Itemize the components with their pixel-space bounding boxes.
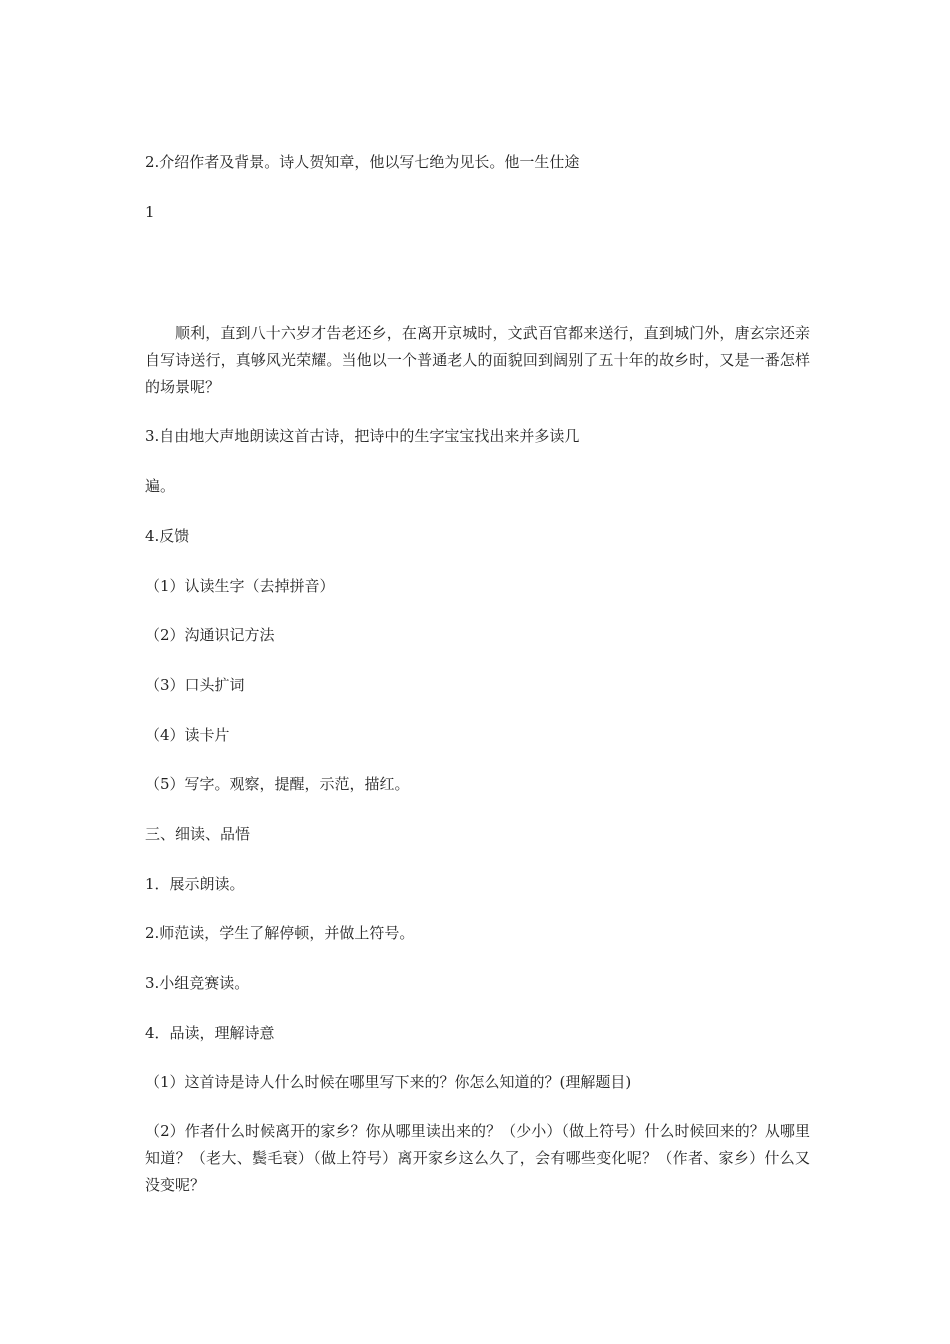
paragraph-step-4: 4.反馈 (145, 527, 190, 545)
paragraph-step-3-cont: 遍。 (145, 477, 176, 495)
list-item-4: （4）读卡片 (145, 726, 230, 744)
paragraph-understand-meaning: 4．品读，理解诗意 (145, 1024, 275, 1042)
paragraph-teacher-reading: 2.师范读，学生了解停顿，并做上符号。 (145, 924, 415, 942)
paragraph-step-3: 3.自由地大声地朗读这首古诗，把诗中的生字宝宝找出来并多读几 (145, 427, 580, 445)
page-number: 1 (145, 203, 155, 221)
section-heading-3: 三、细读、品悟 (145, 825, 251, 843)
paragraph-group-reading: 3.小组竞赛读。 (145, 974, 250, 992)
paragraph-author-background: 2.介绍作者及背景。诗人贺知章，他以写七绝为见长。他一生仕途 (145, 153, 580, 171)
list-item-3: （3）口头扩词 (145, 676, 245, 694)
paragraph-show-reading: 1．展示朗读。 (145, 875, 245, 893)
list-item-2: （2）沟通识记方法 (145, 626, 275, 644)
paragraph-author-story: 顺利，直到八十六岁才告老还乡，在离开京城时，文武百官都来送行，直到城门外，唐玄宗还亲自写诗送行，真够风光荣耀。当他以一个普通老人的面貌回到阔别了五十年的故乡时，又是一番怎样的场景呢？ (145, 324, 810, 396)
list-item-1: （1）认读生字（去掉拼音） (145, 577, 335, 595)
list-item-5: （5）写字。观察，提醒，示范，描红。 (145, 775, 410, 793)
question-item-2: （2）作者什么时候离开的家乡？你从哪里读出来的？（少小）（做上符号）什么时候回来的？从哪里知道？（老大、鬓毛衰）（做上符号）离开家乡这么久了，会有哪些变化呢？（作者、家乡）什么又没变呢？ (145, 1122, 810, 1194)
question-item-1: （1）这首诗是诗人什么时候在哪里写下来的？你怎么知道的？(理解题目) (145, 1073, 632, 1091)
